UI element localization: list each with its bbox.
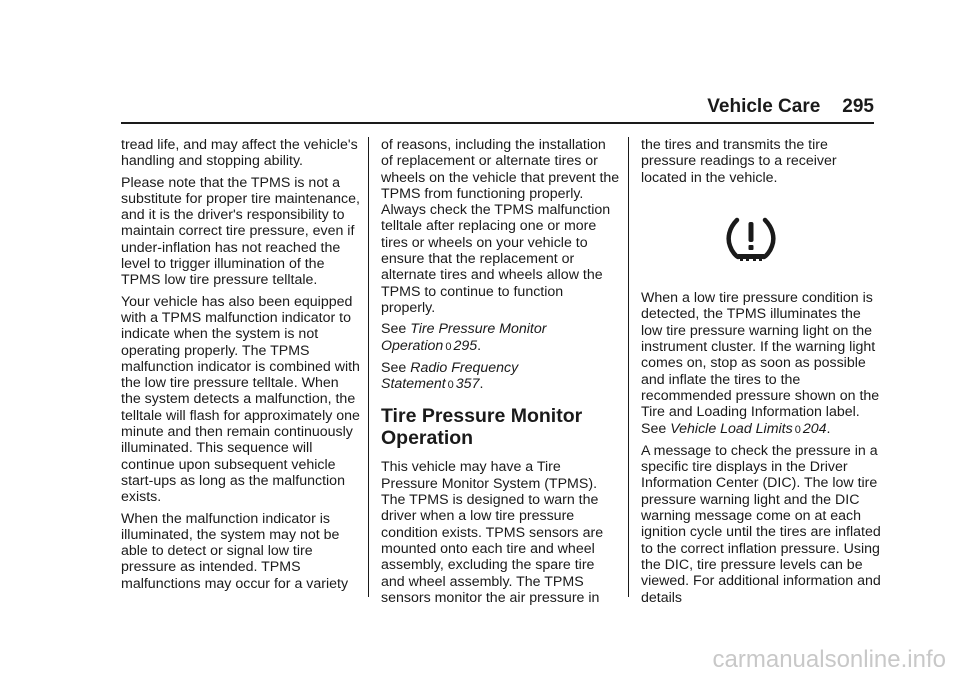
section-title: Vehicle Care bbox=[707, 96, 821, 117]
paragraph: of reasons, including the installation of replacement or alternate tires or wheels on the vehicle that prevent the TPMS from functioning properly. Always check the TPMS malfunction telltale after replacing one or more tires or wheels on your vehicle to ensure that the replacement or alternate tires and wheels allow the TPMS to continue to function properly. bbox=[381, 137, 620, 316]
page-reference[interactable]: 204 bbox=[802, 420, 827, 437]
paragraph: When the malfunction indicator is illuminated, the system may not be able to detect or signal low tire pressure as intended. TPMS malfunctions may occur for a variety bbox=[121, 510, 349, 592]
icon-container bbox=[641, 216, 881, 266]
watermark: carmanualsonline.info bbox=[712, 646, 946, 673]
column-1 bbox=[121, 137, 361, 597]
cross-reference-link[interactable]: Vehicle Load Limits bbox=[670, 420, 793, 437]
section-heading: Tire Pressure Monitor Operation bbox=[381, 405, 583, 450]
cross-reference-link[interactable]: Tire Pressure Monitor Operation bbox=[381, 321, 547, 354]
paragraph: Your vehicle has also been equipped with a TPMS malfunction indicator to indicate when the system is not operating properly. The TPMS malfunction indicator is combined with the low tire pressure telltale. When the system detects a malfunction, the telltale will flash for approximately one minute and then remain continuously illuminated. This sequence will continue upon subsequent vehicle start-ups as long as the malfunction exists. bbox=[121, 293, 360, 506]
page-reference[interactable]: 295 bbox=[453, 337, 478, 354]
page-ref-arrow-icon: 0 bbox=[794, 423, 801, 436]
column-3 bbox=[641, 137, 881, 611]
see-prefix: See bbox=[381, 321, 407, 338]
column-divider-1 bbox=[368, 137, 369, 597]
page-header bbox=[707, 96, 874, 118]
paragraph: Please note that the TPMS is not a substitute for proper tire maintenance, and it is the driver's responsibility to maintain correct tire pressure, even if under-inflation has not reached the level to trigger illumination of the TPMS low tire pressure telltale. bbox=[121, 174, 360, 289]
see-prefix: See bbox=[381, 359, 407, 376]
see-reference: See Tire Pressure Monitor Operation 0 295. bbox=[381, 321, 547, 354]
paragraph: tread life, and may affect the vehicle's handling and stopping ability. bbox=[121, 137, 358, 170]
column-2 bbox=[381, 137, 621, 611]
cross-reference-link[interactable]: Radio Frequency Statement bbox=[381, 359, 519, 393]
paragraph: the tires and transmits the tire pressure readings to a receiver located in the vehicle. bbox=[641, 137, 837, 186]
header-rule bbox=[121, 122, 874, 124]
low-tire-pressure-warning-icon bbox=[725, 216, 777, 262]
paragraph: When a low tire pressure condition is detected, the TPMS illuminates the low tire pressure warning light on the instrument cluster. If the warning light comes on, stop as soon as possible and inflate the tires to the recommended pressure shown on the Tire and Loading Information label. See Vehicle Load Limits 0 204. bbox=[641, 290, 880, 437]
page-ref-arrow-icon: 0 bbox=[447, 379, 454, 392]
paragraph: A message to check the pressure in a specific tire displays in the Driver Information Center (DIC). The low tire pressure warning light and the DIC warning message come on at each ignition cycle until the tires are inflated to the correct inflation pressure. Using the DIC, tire pressure levels can be viewed. For additional information and details bbox=[641, 442, 881, 606]
page-ref-arrow-icon: 0 bbox=[445, 340, 452, 353]
paragraph: This vehicle may have a Tire Pressure Monitor System (TPMS). The TPMS is designed to warn the driver when a low tire pressure condition exists. TPMS sensors are mounted onto each tire and wheel assembly, excluding the spare tire and wheel assembly. The TPMS sensors monitor the air pressure in bbox=[381, 459, 604, 606]
page-reference[interactable]: 357 bbox=[455, 376, 480, 393]
see-reference: See Radio Frequency Statement 0 357. bbox=[381, 359, 519, 393]
page-number: 295 bbox=[842, 96, 874, 117]
column-divider-2 bbox=[628, 137, 629, 597]
